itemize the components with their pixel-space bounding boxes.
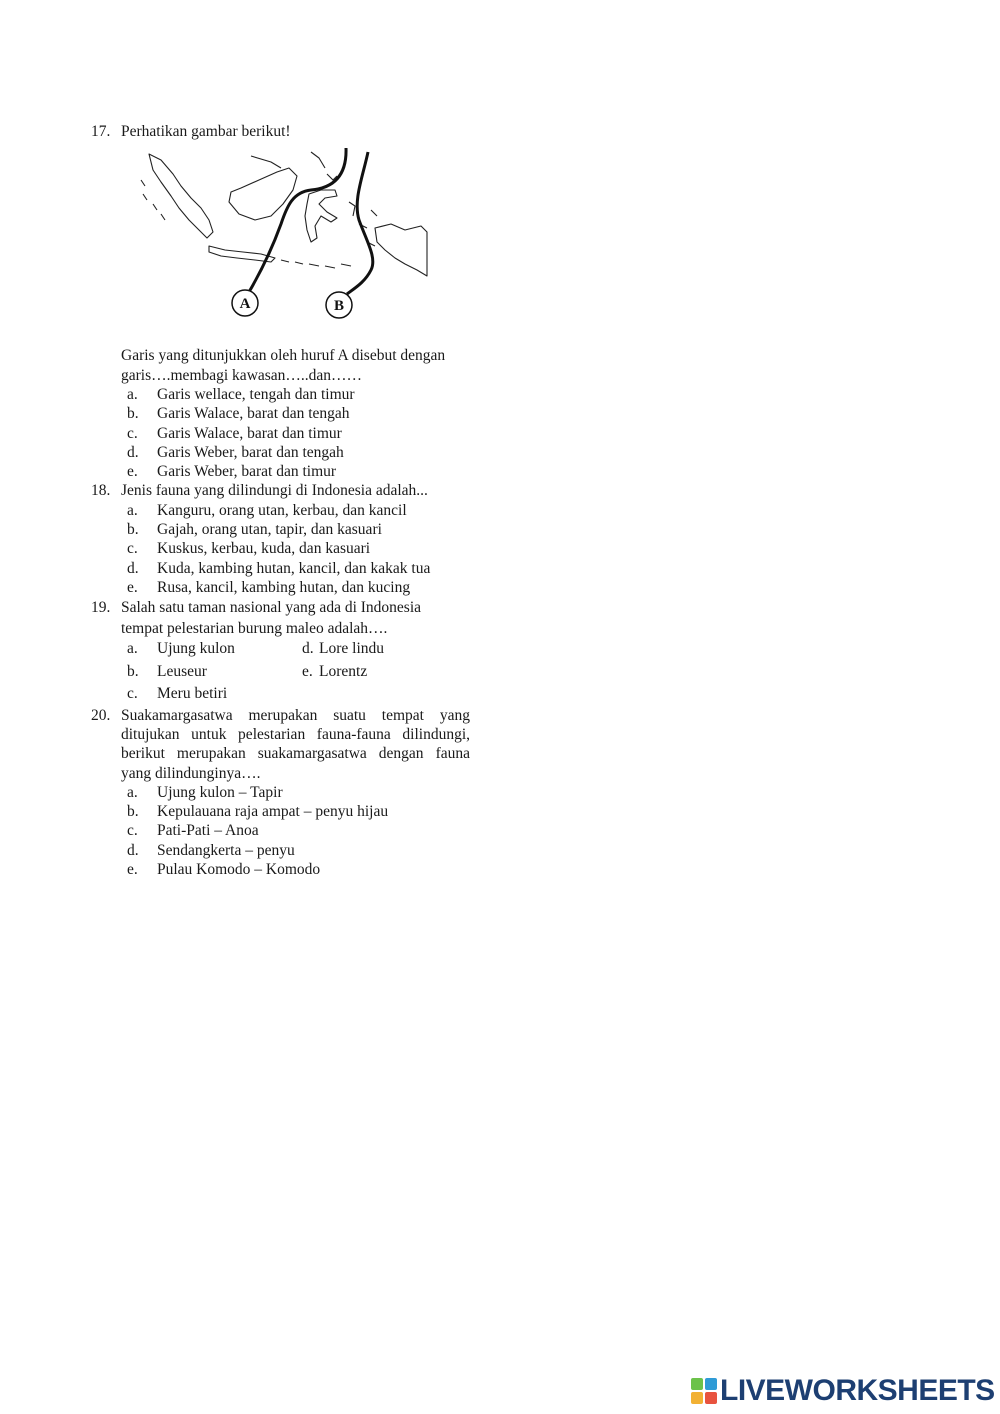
q19-option-letter: e. bbox=[302, 663, 313, 680]
q18-option-letter: a. bbox=[127, 502, 138, 519]
q20-option-letter: b. bbox=[127, 803, 139, 820]
q19-option-text[interactable]: Lore lindu bbox=[319, 640, 384, 657]
q18-option-text[interactable]: Rusa, kancil, kambing hutan, dan kucing bbox=[157, 579, 411, 596]
question-19-prompt-line1: Salah satu taman nasional yang ada di Indonesia bbox=[121, 599, 422, 616]
q20-option-letter: d. bbox=[127, 842, 139, 859]
question-17-prompt: Perhatikan gambar berikut! bbox=[121, 123, 291, 140]
line-b bbox=[347, 152, 373, 294]
q20-option-text[interactable]: Kepulauana raja ampat – penyu hijau bbox=[157, 803, 389, 820]
q19-option-letter: b. bbox=[127, 663, 139, 680]
question-number-20: 20. bbox=[91, 707, 111, 724]
q17-option-letter: c. bbox=[127, 425, 138, 442]
q18-option-text[interactable]: Kuda, kambing hutan, kancil, dan kakak tua bbox=[157, 560, 431, 577]
q18-option-text[interactable]: Gajah, orang utan, tapir, dan kasuari bbox=[157, 521, 382, 538]
q19-option-text[interactable]: Leuseur bbox=[157, 663, 207, 680]
q18-option-letter: c. bbox=[127, 540, 138, 557]
question-17-stem-line1: Garis yang ditunjukkan oleh huruf A disebut dengan bbox=[121, 347, 446, 364]
question-20-prompt-line3: berikut merupakan suakamargasatwa dengan fauna bbox=[121, 745, 470, 762]
q20-option-text[interactable]: Pati-Pati – Anoa bbox=[157, 822, 259, 839]
question-20-prompt-line4: yang dilindunginya…. bbox=[121, 765, 261, 782]
liveworksheets-logo-icon bbox=[691, 1378, 717, 1404]
q20-option-text[interactable]: Pulau Komodo – Komodo bbox=[157, 861, 321, 878]
question-20-prompt-line1: Suakamargasatwa merupakan suatu tempat yang bbox=[121, 707, 470, 724]
q17-option-text[interactable]: Garis wellace, tengah dan timur bbox=[157, 386, 355, 403]
q18-option-text[interactable]: Kanguru, orang utan, kerbau, dan kancil bbox=[157, 502, 407, 519]
q20-option-text[interactable]: Sendangkerta – penyu bbox=[157, 842, 295, 859]
question-17-stem-line2: garis….membagi kawasan…..dan…… bbox=[121, 367, 363, 384]
q17-option-text[interactable]: Garis Walace, barat dan tengah bbox=[157, 405, 350, 422]
question-18-prompt: Jenis fauna yang dilindungi di Indonesia adalah... bbox=[121, 482, 428, 499]
q20-option-letter: c. bbox=[127, 822, 138, 839]
q18-option-letter: d. bbox=[127, 560, 139, 577]
papua-island bbox=[375, 224, 427, 276]
q20-option-letter: a. bbox=[127, 784, 138, 801]
q19-option-letter: a. bbox=[127, 640, 138, 657]
sulawesi-island bbox=[305, 190, 337, 242]
question-number-17: 17. bbox=[91, 123, 111, 140]
q20-option-text[interactable]: Ujung kulon – Tapir bbox=[157, 784, 283, 801]
q17-option-text[interactable]: Garis Weber, barat dan tengah bbox=[157, 444, 344, 461]
q18-option-text[interactable]: Kuskus, kerbau, kuda, dan kasuari bbox=[157, 540, 371, 557]
q17-option-letter: e. bbox=[127, 463, 138, 480]
label-b-text: B bbox=[333, 298, 345, 314]
q17-option-letter: a. bbox=[127, 386, 138, 403]
q17-option-letter: b. bbox=[127, 405, 139, 422]
q20-option-letter: e. bbox=[127, 861, 138, 878]
q19-option-letter: d. bbox=[302, 640, 314, 657]
question-number-19: 19. bbox=[91, 599, 111, 616]
sumatra-island bbox=[149, 154, 213, 238]
label-a-text: A bbox=[239, 296, 251, 312]
q19-option-letter: c. bbox=[127, 685, 138, 702]
q19-option-text[interactable]: Ujung kulon bbox=[157, 640, 235, 657]
line-a bbox=[249, 148, 346, 292]
q18-option-letter: e. bbox=[127, 579, 138, 596]
q18-option-letter: b. bbox=[127, 521, 139, 538]
q17-option-text[interactable]: Garis Weber, barat dan timur bbox=[157, 463, 337, 480]
indonesia-map-figure bbox=[121, 146, 431, 326]
question-number-18: 18. bbox=[91, 482, 111, 499]
q17-option-letter: d. bbox=[127, 444, 139, 461]
q19-option-text[interactable]: Meru betiri bbox=[157, 685, 228, 702]
q19-option-text[interactable]: Lorentz bbox=[319, 663, 368, 680]
liveworksheets-logo-text: LIVEWORKSHEETS bbox=[720, 1374, 995, 1407]
question-20-prompt-line2: ditujukan untuk pelestarian fauna-fauna dilindungi, bbox=[121, 726, 470, 743]
liveworksheets-logo[interactable] bbox=[691, 1376, 995, 1406]
q17-option-text[interactable]: Garis Walace, barat dan timur bbox=[157, 425, 342, 442]
question-19-prompt-line2: tempat pelestarian burung maleo adalah…. bbox=[121, 620, 388, 637]
